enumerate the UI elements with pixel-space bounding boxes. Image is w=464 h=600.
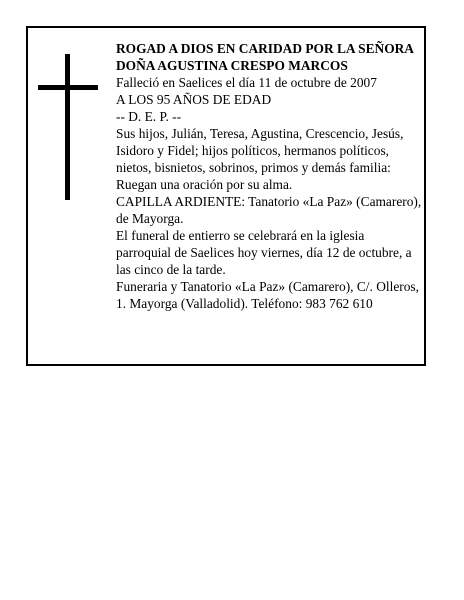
chapel-line: de Mayorga. (116, 211, 184, 226)
family-line: nietos, bisnietos, sobrinos, primos y demás familia: (116, 160, 391, 175)
obituary-notice (26, 26, 426, 366)
prayer-line: Ruegan una oración por su alma. (116, 177, 293, 192)
deceased-name: DOÑA AGUSTINA CRESPO MARCOS (116, 58, 348, 73)
funeral-line: las cinco de la tarde. (116, 262, 226, 277)
funeral-home-line: Funeraria y Tanatorio «La Paz» (Camarero), C/. Olleros, (116, 279, 419, 294)
header-line: ROGAD A DIOS EN CARIDAD POR LA SEÑORA (116, 41, 414, 56)
cross-vertical-bar (65, 54, 70, 200)
funeral-home-line: 1. Mayorga (Valladolid). Teléfono: 983 762 610 (116, 296, 373, 311)
cross-icon (38, 54, 98, 200)
family-line: Isidoro y Fidel; hijos políticos, hermanos políticos, (116, 143, 390, 158)
funeral-line: El funeral de entierro se celebrará en la iglesia (116, 228, 365, 243)
rip-line: -- D. E. P. -- (116, 109, 182, 124)
death-date-line: Falleció en Saelices el día 11 de octubre de 2007 (116, 75, 377, 90)
notice-text (116, 40, 431, 312)
family-line: Sus hijos, Julián, Teresa, Agustina, Crescencio, Jesús, (116, 126, 404, 141)
age-line: A LOS 95 AÑOS DE EDAD (116, 92, 272, 107)
cross-horizontal-bar (38, 85, 98, 90)
chapel-line: CAPILLA ARDIENTE: Tanatorio «La Paz» (Camarero), (116, 194, 422, 209)
funeral-line: parroquial de Saelices hoy viernes, día 12 de octubre, a (116, 245, 412, 260)
